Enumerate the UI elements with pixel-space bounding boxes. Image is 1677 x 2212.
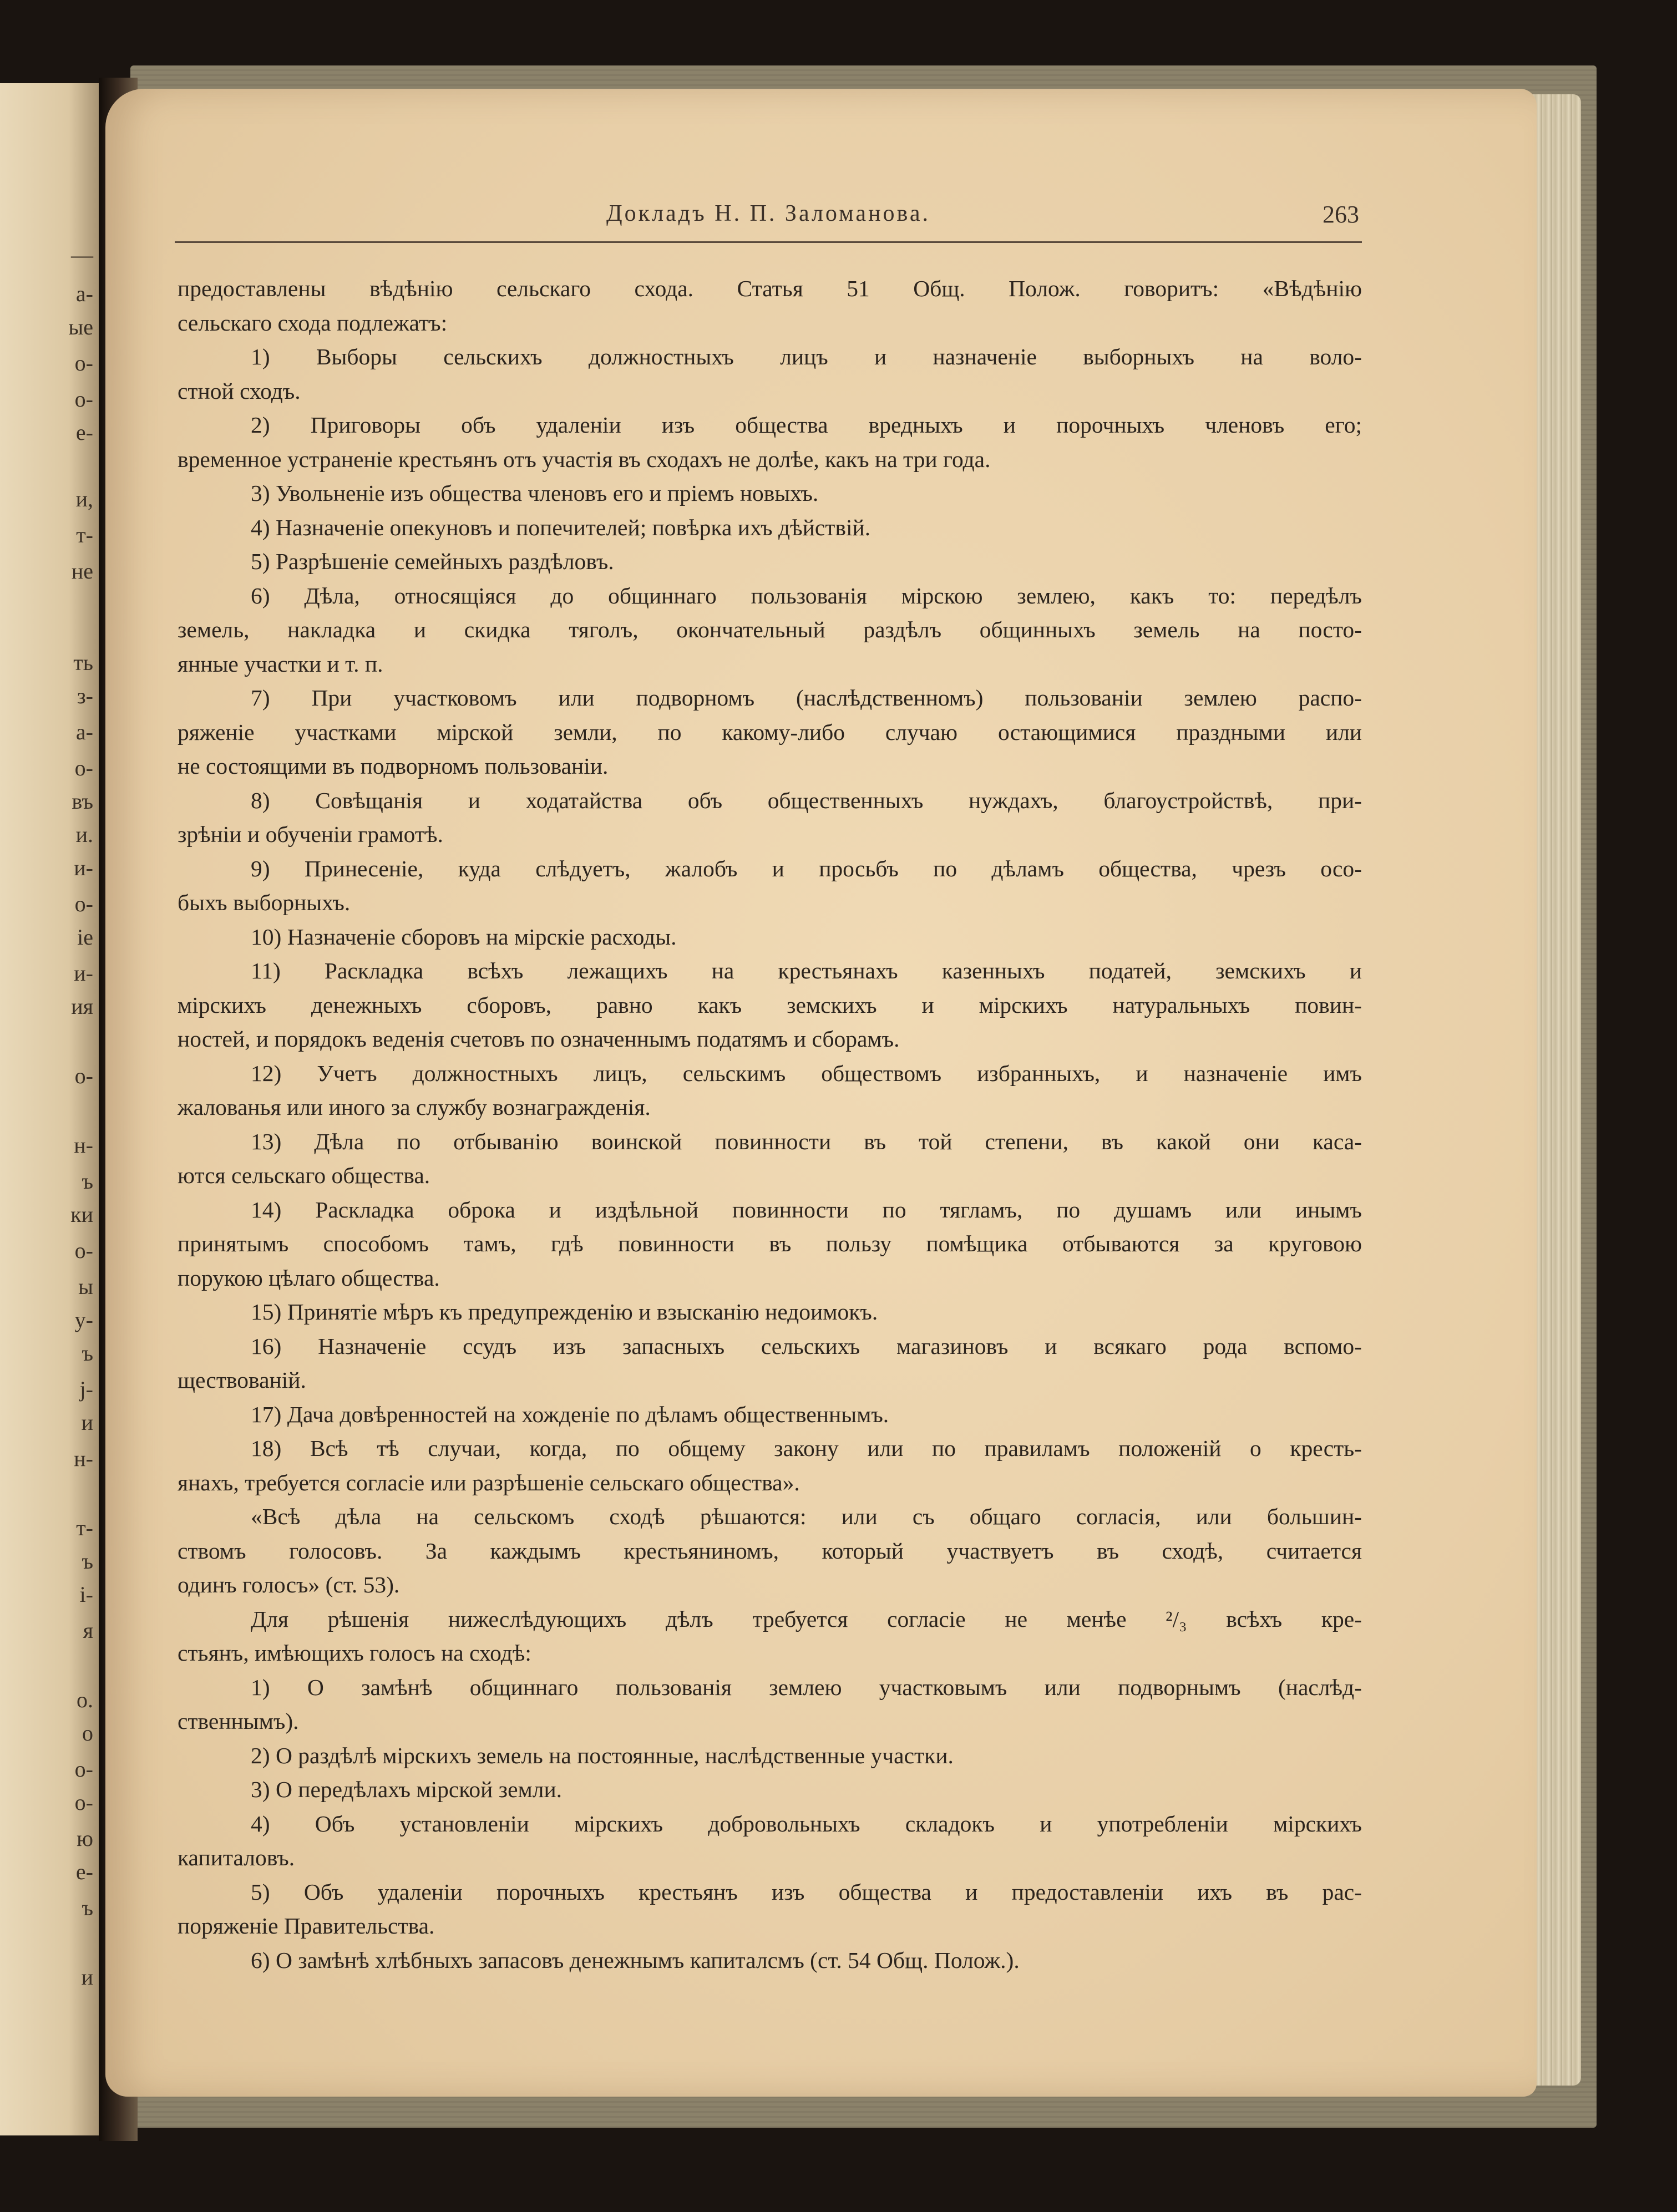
left-page-fragment: о- <box>74 1238 93 1263</box>
left-page-fragment: іе <box>77 925 93 950</box>
text-line: 4) Назначеніе опекуновъ и попечителей; повѣрка ихъ дѣйствій. <box>251 514 871 540</box>
text-line: 16) Назначеніе ссудъ изъ запасныхъ сельскихъ магазиновъ и всякаго рода вспомо- <box>251 1333 1362 1359</box>
left-page-fragment: ки <box>70 1202 93 1227</box>
left-page-fragment: н- <box>74 1133 93 1158</box>
text-line: 15) Принятіе мѣръ къ предупрежденію и взысканію недоимокъ. <box>251 1299 878 1325</box>
text-line: ностей, и порядокъ веденія счетовъ по означеннымъ податямъ и сборамъ. <box>178 1026 900 1052</box>
text-line: сельскаго схода подлежатъ: <box>178 310 448 336</box>
text-line: 10) Назначеніе сборовъ на мірскіе расходы. <box>251 924 677 950</box>
text-line: стной сходъ. <box>178 378 301 404</box>
left-page-fragment: я <box>83 1618 93 1643</box>
left-page-fragment: и <box>81 1965 93 1990</box>
text-line: 6) Дѣла, относящіяся до общиннаго пользованія мірскою землею, какъ то: передѣлъ <box>251 582 1362 608</box>
left-page-fragment: о- <box>74 1757 93 1782</box>
text-line: 17) Дача довѣренностей на хожденіе по дѣламъ общественнымъ. <box>251 1401 889 1427</box>
left-page-fragment: т- <box>76 522 93 547</box>
left-page-fragment: и- <box>74 855 93 880</box>
left-page-fragment: ые <box>68 314 93 339</box>
left-page-fragment: н- <box>74 1446 93 1471</box>
left-page-fragment: ы <box>78 1274 93 1299</box>
left-page-fragment: е- <box>75 1859 93 1884</box>
left-page-fragment: у- <box>74 1307 93 1332</box>
text-line: ществованій. <box>178 1367 306 1393</box>
text-line: капиталовъ. <box>178 1845 295 1870</box>
text-line: быхъ выборныхъ. <box>178 890 351 915</box>
left-page-fragment: і- <box>79 1582 93 1607</box>
text-line: 6) О замѣнѣ хлѣбныхъ запасовъ денежнымъ капиталсмъ (ст. 54 Общ. Полож.). <box>251 1947 1020 1973</box>
text-line: поряженіе Правительства. <box>178 1913 435 1939</box>
text-line: предоставлены вѣдѣнію сельскаго схода. Статья 51 Общ. Полож. говоритъ: «Вѣдѣнію <box>178 276 1362 301</box>
text-line: зрѣніи и обученіи грамотѣ. <box>178 821 443 847</box>
text-line: земель, накладка и скидка тяголъ, окончательный раздѣлъ общинныхъ земель на посто- <box>178 617 1362 642</box>
left-page-fragment: не <box>71 559 93 584</box>
text-line: 1) О замѣнѣ общиннаго пользованія землею участковымъ или подворнымъ (наслѣд- <box>251 1674 1362 1700</box>
page-number: 263 <box>1323 201 1359 228</box>
text-line: ствомъ голосовъ. За каждымъ крестьяниномъ, который участвуетъ въ сходѣ, считается <box>178 1538 1362 1564</box>
text-line: 11) Раскладка всѣхъ лежащихъ на крестьянахъ казенныхъ податей, земскихъ и <box>251 958 1362 983</box>
text-line: 1) Выборы сельскихъ должностныхъ лицъ и назначеніе выборныхъ на воло- <box>251 344 1362 369</box>
left-page-fragment: з- <box>77 683 93 708</box>
left-page-fragment: о <box>82 1721 93 1746</box>
left-page-fragment: ия <box>71 994 93 1019</box>
left-page-fragment: о. <box>77 1687 93 1712</box>
running-title: Докладъ Н. П. Заломанова. <box>606 201 930 226</box>
left-page-fragment: и- <box>74 961 93 986</box>
text-line: 7) При участковомъ или подворномъ (наслѣдственномъ) пользованіи землею распо- <box>251 685 1362 711</box>
text-line: временное устраненіе крестьянъ отъ участія въ сходахъ не долѣе, какъ на три года. <box>178 446 991 472</box>
left-page-fragment: а- <box>75 719 93 744</box>
text-line: 2) О раздѣлѣ мірскихъ земель на постоянные, наслѣдственные участки. <box>251 1742 954 1768</box>
text-line: 13) Дѣла по отбыванію воинской повинности въ той степени, въ какой они каса- <box>251 1128 1362 1154</box>
text-line: ряженіе участками мірской земли, по какому-либо случаю остающимися праздными или <box>178 719 1362 745</box>
left-page-fragment: и, <box>75 486 93 511</box>
text-line: стьянъ, имѣющихъ голосъ на сходѣ: <box>178 1640 531 1666</box>
page-header <box>175 197 1362 243</box>
left-page-fragment: о- <box>74 1063 93 1088</box>
text-line: ются сельскаго общества. <box>178 1163 430 1188</box>
left-page-fragment: ъ <box>82 1895 93 1920</box>
text-line: 12) Учетъ должностныхъ лицъ, сельскимъ обществомъ избранныхъ, и назначеніе имъ <box>251 1060 1362 1086</box>
left-page-fragment: о- <box>74 1790 93 1815</box>
text-line: ственнымъ). <box>178 1708 299 1734</box>
text-line: 2) Приговоры объ удаленіи изъ общества вредныхъ и порочныхъ членовъ его; <box>251 412 1362 438</box>
left-page-fragment: о- <box>74 351 93 376</box>
text-line: 8) Совѣщанія и ходатайства объ общественныхъ нуждахъ, благоустройствѣ, при- <box>251 787 1362 813</box>
left-page-fragment: о- <box>74 891 93 916</box>
left-page-fragment: въ <box>72 789 93 814</box>
text-line: жалованья или иного за службу вознагражденія. <box>178 1094 651 1120</box>
text-line: 3) О передѣлахъ мірской земли. <box>251 1777 563 1802</box>
text-line: Для рѣшенія нижеслѣдующихъ дѣлъ требуется согласіе не менѣе ²/₃ всѣхъ кре- <box>251 1606 1362 1632</box>
body-text <box>178 272 1362 1977</box>
left-page-fragment: ј- <box>79 1377 93 1402</box>
text-line: янахъ, требуется согласіе или разрѣшеніе сельскаго общества». <box>178 1469 800 1495</box>
text-line: янные участки и т. п. <box>178 651 383 677</box>
text-line: 4) Объ установленіи мірскихъ добровольныхъ складокъ и употребленіи мірскихъ <box>251 1810 1362 1836</box>
text-line: 9) Принесеніе, куда слѣдуетъ, жалобъ и просьбъ по дѣламъ общества, чрезъ осо- <box>251 855 1362 881</box>
text-line: 3) Увольненіе изъ общества членовъ его и пріемъ новыхъ. <box>251 480 819 506</box>
left-page-fragment: ъ <box>82 1549 93 1574</box>
left-page-fragment: и. <box>75 822 93 847</box>
left-page-fragment: ъ <box>82 1341 93 1366</box>
text-line: 5) Разрѣшеніе семейныхъ раздѣловъ. <box>251 549 614 574</box>
left-page-fragment: т- <box>76 1515 93 1540</box>
text-line: принятымъ способомъ тамъ, гдѣ повинности въ пользу помѣщика отбываются за круговою <box>178 1231 1362 1256</box>
left-page-fragment: — <box>71 242 93 267</box>
left-page-fragment: е- <box>75 420 93 445</box>
text-line: не состоящими въ подворномъ пользованіи. <box>178 753 609 779</box>
text-line: 14) Раскладка оброка и издѣльной повинности по тягламъ, по душамъ или инымъ <box>251 1196 1362 1222</box>
left-page-fragment: и <box>81 1410 93 1435</box>
left-page-edge <box>0 83 99 2135</box>
text-line: «Всѣ дѣла на сельскомъ сходѣ рѣшаются: или съ общаго согласія, или большин- <box>251 1504 1362 1529</box>
left-page-fragment: о- <box>74 387 93 412</box>
text-line: 18) Всѣ тѣ случаи, когда, по общему закону или по правиламъ положеній о кресть- <box>251 1435 1362 1461</box>
text-line: мірскихъ денежныхъ сборовъ, равно какъ земскихъ и мірскихъ натуральныхъ повин- <box>178 992 1362 1018</box>
text-line: одинъ голосъ» (ст. 53). <box>178 1572 400 1597</box>
text-line: 5) Объ удаленіи порочныхъ крестьянъ изъ общества и предоставленіи ихъ въ рас- <box>251 1879 1362 1905</box>
left-page-fragment: ъ <box>82 1169 93 1194</box>
left-page-fragment: о- <box>74 755 93 780</box>
left-page-fragment: а- <box>75 281 93 306</box>
text-line: порукою цѣлаго общества. <box>178 1265 440 1291</box>
left-page-fragment: ю <box>77 1826 93 1851</box>
left-page-fragment: ть <box>73 650 93 675</box>
